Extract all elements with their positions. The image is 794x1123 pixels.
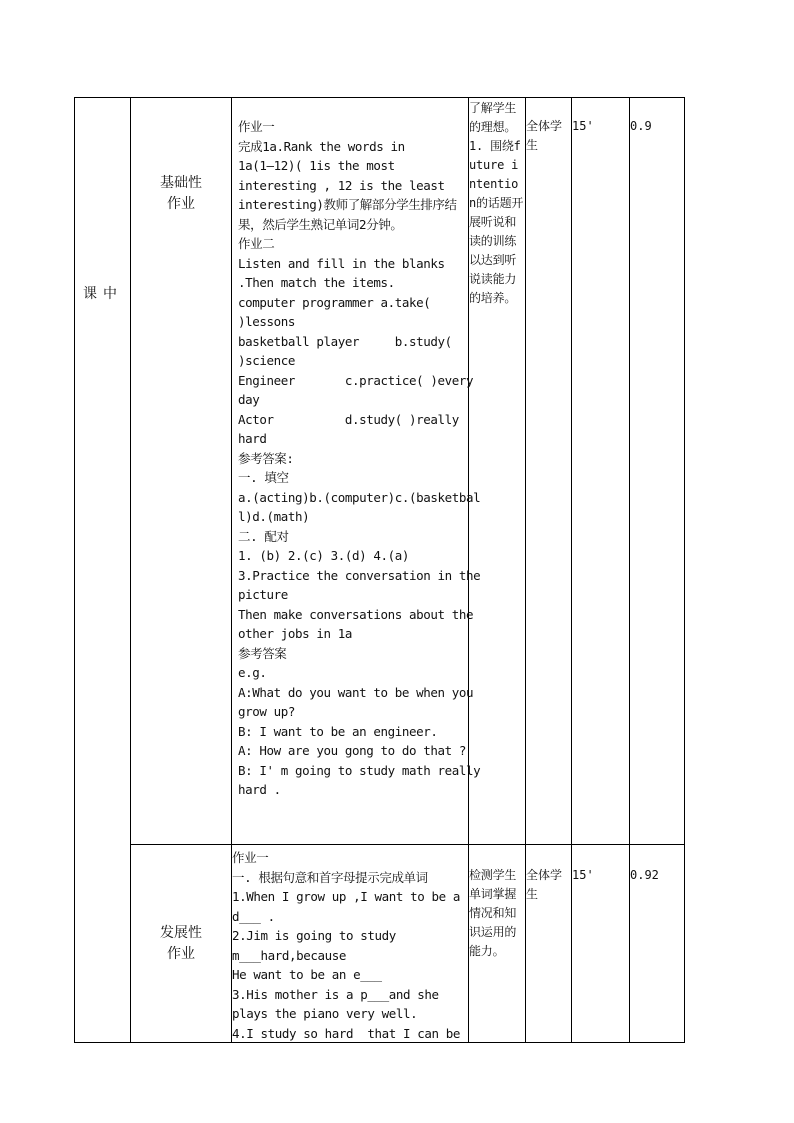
content-line: m___hard,because xyxy=(232,947,347,963)
column-divider xyxy=(130,98,131,1042)
content-line: He want to be an e___ xyxy=(232,967,382,982)
time-basic: 15' xyxy=(572,119,594,133)
content-line: computer programmer a.take( xyxy=(238,294,431,310)
purpose-basic: 了解学生的理想。1. 围绕future intention的话题开展听说和读的训练以达到听说读能力的培养。 xyxy=(469,101,524,305)
content-line: d___ . xyxy=(232,908,275,924)
content-line: 3.His mother is a p___and she xyxy=(232,986,439,1002)
content-line: )science xyxy=(238,353,296,368)
content-line: 果，然后学生熟记单词2分钟。 xyxy=(238,216,403,232)
content-line: 4.I study so hard that I can be xyxy=(232,1025,461,1041)
content-line: 1. (b) 2.(c) 3.(d) 4.(a) xyxy=(238,548,410,563)
content-line: 一. 填空 xyxy=(238,470,289,485)
content-line: interesting)教师了解部分学生排序结 xyxy=(238,197,457,212)
content-line: other jobs in 1a xyxy=(238,626,353,641)
content-line: hard xyxy=(238,431,267,446)
stage-label: 课中 xyxy=(83,286,123,302)
content-line: 作业二 xyxy=(238,236,275,251)
purpose-developmental: 检测学生单词掌握情况和知识运用的能力。 xyxy=(469,868,517,958)
content-line: 2.Jim is going to study xyxy=(232,928,396,943)
content-line: 一. 根据句意和首字母提示完成单词 xyxy=(232,869,428,885)
content-line: )lessons xyxy=(238,314,296,329)
content-line: interesting , 12 is the least xyxy=(238,177,445,193)
content-line: grow up? xyxy=(238,704,296,719)
content-line: 3.Practice the conversation in the xyxy=(238,567,481,583)
difficulty-developmental: 0.92 xyxy=(630,868,659,882)
content-line: l)d.(math) xyxy=(238,509,310,524)
row-divider xyxy=(131,844,684,845)
column-divider xyxy=(571,98,572,1042)
content-line: plays the piano very well. xyxy=(232,1006,418,1021)
participants-developmental: 全体学生 xyxy=(526,868,563,901)
content-line: 参考答案 xyxy=(238,645,287,661)
content-line: Listen and fill in the blanks xyxy=(238,255,445,271)
homework-content-developmental xyxy=(232,848,464,1043)
content-line: A:What do you want to be when you xyxy=(238,684,474,700)
content-line: Then make conversations about the xyxy=(238,606,474,622)
content-line: hard . xyxy=(238,782,281,797)
content-line: 1a(1—12)( 1is the most xyxy=(238,158,395,173)
category-basic: 基础性 作业 xyxy=(160,175,202,212)
homework-content-basic xyxy=(238,117,481,800)
content-line: picture xyxy=(238,587,288,602)
difficulty-basic: 0.9 xyxy=(630,119,652,133)
column-divider xyxy=(629,98,630,1042)
content-line: A: How are you gong to do that ? xyxy=(238,743,467,758)
participants-basic: 全体学生 xyxy=(526,119,563,152)
content-line: basketball player b.study( xyxy=(238,333,452,349)
content-line: e.g. xyxy=(238,665,267,680)
lesson-plan-table xyxy=(74,97,685,1043)
category-developmental: 发展性 作业 xyxy=(160,925,202,962)
content-line: 参考答案: xyxy=(238,450,294,466)
content-line: Engineer c.practice( )every xyxy=(238,372,474,388)
content-line: 完成1a.Rank the words in xyxy=(238,138,405,154)
content-line: day xyxy=(238,392,260,407)
time-developmental: 15' xyxy=(572,868,594,882)
content-line: 作业一 xyxy=(238,119,275,134)
content-line: 作业一 xyxy=(232,850,269,865)
content-line: 1.When I grow up ,I want to be a xyxy=(232,889,461,904)
content-line: Actor d.study( )really xyxy=(238,411,459,427)
content-line: B: I' m going to study math really xyxy=(238,762,481,778)
content-line: B: I want to be an engineer. xyxy=(238,723,438,739)
content-line: 二. 配对 xyxy=(238,528,289,544)
content-line: a.(acting)b.(computer)c.(basketbal xyxy=(238,489,481,505)
content-line: .Then match the items. xyxy=(238,275,395,290)
